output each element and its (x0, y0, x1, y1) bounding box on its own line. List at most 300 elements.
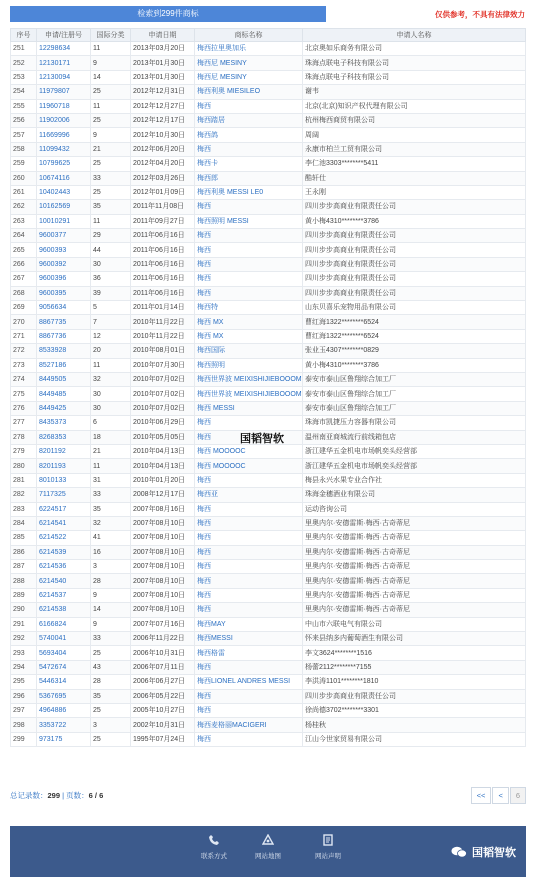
intl-class: 44 (91, 243, 131, 257)
intl-class: 12 (91, 329, 131, 343)
reg-number-link[interactable]: 6214522 (37, 531, 91, 545)
apply-date: 2006年06月27日 (131, 675, 195, 689)
mark-name-link[interactable]: 梅西 (195, 732, 303, 746)
intl-class: 35 (91, 502, 131, 516)
row-index: 285 (11, 531, 37, 545)
applicant-name: 谢韦 (303, 85, 526, 99)
reg-number-link[interactable]: 8435373 (37, 416, 91, 430)
intl-class: 41 (91, 531, 131, 545)
reg-number-link[interactable]: 8449505 (37, 372, 91, 386)
mark-name-link[interactable]: 梅西MESSI (195, 632, 303, 646)
table-row (11, 243, 526, 257)
reg-number-link[interactable]: 8201193 (37, 459, 91, 473)
table-row (11, 588, 526, 602)
intl-class: 25 (91, 85, 131, 99)
applicant-name: 曹红海1322********6524 (303, 315, 526, 329)
apply-date: 2007年08月10日 (131, 545, 195, 559)
row-index: 269 (11, 301, 37, 315)
reg-number-link[interactable]: 8867736 (37, 329, 91, 343)
mark-name-link[interactable]: 梅西拉里奥加乐 (195, 42, 303, 56)
applicant-name: 曹红海1322********6524 (303, 329, 526, 343)
mark-name-link[interactable]: 梅西 MX (195, 329, 303, 343)
reg-number-link[interactable]: 7117325 (37, 488, 91, 502)
reg-number-link[interactable]: 8201192 (37, 444, 91, 458)
intl-class: 33 (91, 488, 131, 502)
reg-number-link[interactable]: 10799625 (37, 157, 91, 171)
row-index: 262 (11, 200, 37, 214)
apply-date: 2010年01月20日 (131, 473, 195, 487)
mark-name-link[interactable]: 梅西 (195, 603, 303, 617)
applicant-name: 杭州梅西商贸有限公司 (303, 113, 526, 127)
row-index: 293 (11, 646, 37, 660)
result-count-banner: 检索到299件商标 (10, 6, 326, 22)
intl-class: 9 (91, 56, 131, 70)
mark-name-link[interactable]: 梅西世界波 MEIXISHIJIEBOOOM (195, 372, 303, 386)
apply-date: 2012年01月09日 (131, 185, 195, 199)
table-row (11, 488, 526, 502)
footer-contact-link[interactable] (194, 834, 234, 860)
applicant-name: 北京奥如乐商务有限公司 (303, 42, 526, 56)
apply-date: 2007年08月16日 (131, 502, 195, 516)
table-row (11, 56, 526, 70)
mark-name-link[interactable]: 梅西 MOOOOC (195, 444, 303, 458)
applicant-name: 李文3624********1516 (303, 646, 526, 660)
intl-class: 3 (91, 560, 131, 574)
reg-number-link[interactable]: 6166824 (37, 617, 91, 631)
reg-number-link[interactable]: 10162569 (37, 200, 91, 214)
mark-name-link[interactable]: 梅西特 (195, 301, 303, 315)
row-index: 280 (11, 459, 37, 473)
reg-number-link[interactable]: 8449425 (37, 401, 91, 415)
applicant-name: 北京(北京)知识产权代理有限公司 (303, 99, 526, 113)
phone-icon (208, 834, 220, 846)
mark-name-link[interactable]: 梅西 (195, 588, 303, 602)
table-row (11, 703, 526, 717)
mark-name-link[interactable]: 梅西 (195, 286, 303, 300)
reg-number-link[interactable]: 11099432 (37, 142, 91, 156)
first-page-button[interactable]: << (471, 787, 492, 804)
applicant-name: 里奥内尔·安德雷斯·梅西·古奇蒂尼 (303, 545, 526, 559)
intl-class: 28 (91, 675, 131, 689)
reg-number-link[interactable]: 973175 (37, 732, 91, 746)
mark-name-link[interactable]: 梅西 (195, 545, 303, 559)
apply-date: 2013年03月20日 (131, 42, 195, 56)
reg-number-link[interactable]: 10402443 (37, 185, 91, 199)
row-index: 283 (11, 502, 37, 516)
intl-class: 28 (91, 574, 131, 588)
footer-statement-link[interactable] (308, 834, 348, 860)
intl-class: 11 (91, 358, 131, 372)
applicant-name: 梅县永兴水果专业合作社 (303, 473, 526, 487)
mark-name-link[interactable]: 梅西 (195, 689, 303, 703)
table-row (11, 171, 526, 185)
apply-date: 2011年06月16日 (131, 257, 195, 271)
footer-sitemap-label: 网站地图 (255, 853, 281, 860)
reg-number-link[interactable]: 12130094 (37, 70, 91, 84)
apply-date: 2007年08月10日 (131, 603, 195, 617)
table-row (11, 42, 526, 56)
applicant-name: 永康市柏兰工贸有限公司 (303, 142, 526, 156)
mark-name-link[interactable]: 梅西 (195, 473, 303, 487)
watermark-text: 国韬智软 (240, 433, 284, 445)
reg-number-link[interactable]: 9600396 (37, 272, 91, 286)
mark-name-link[interactable]: 梅西 (195, 200, 303, 214)
table-header-row (11, 29, 526, 42)
intl-class: 25 (91, 157, 131, 171)
table-row (11, 531, 526, 545)
row-index: 254 (11, 85, 37, 99)
reg-number-link[interactable]: 6214538 (37, 603, 91, 617)
apply-date: 2005年10月27日 (131, 703, 195, 717)
applicant-name: 山东贝喜乐宠物用品有限公司 (303, 301, 526, 315)
table-row (11, 301, 526, 315)
table-row (11, 401, 526, 415)
apply-date: 2011年11月08日 (131, 200, 195, 214)
apply-date: 2013年01月30日 (131, 56, 195, 70)
reg-number-link[interactable]: 11669996 (37, 128, 91, 142)
page-count: 6 / 6 (88, 791, 104, 800)
intl-class: 14 (91, 603, 131, 617)
mark-name-link[interactable]: 梅西MAY (195, 617, 303, 631)
reg-number-link[interactable]: 12298634 (37, 42, 91, 56)
intl-class: 33 (91, 171, 131, 185)
row-index: 276 (11, 401, 37, 415)
mark-name-link[interactable]: 梅西 (195, 560, 303, 574)
footer-contact-label: 联系方式 (201, 853, 227, 860)
prev-page-button[interactable]: < (492, 787, 508, 804)
intl-class: 25 (91, 732, 131, 746)
intl-class: 9 (91, 617, 131, 631)
table-row (11, 157, 526, 171)
apply-date: 2012年12月17日 (131, 113, 195, 127)
table-row (11, 473, 526, 487)
footer-watermark (451, 844, 516, 860)
table-row (11, 113, 526, 127)
row-index: 282 (11, 488, 37, 502)
apply-date: 2010年11月22日 (131, 329, 195, 343)
intl-class: 16 (91, 545, 131, 559)
reg-number-link[interactable]: 9600392 (37, 257, 91, 271)
col-header-applicant: 申请人名称 (303, 29, 526, 42)
mark-name-link[interactable]: 梅西踏居 (195, 113, 303, 127)
mark-name-link[interactable]: 梅西尼 MESINY (195, 70, 303, 84)
apply-date: 2008年12月17日 (131, 488, 195, 502)
applicant-name: 温州南亚商城流行前线箱包店 (303, 430, 526, 444)
row-index: 261 (11, 185, 37, 199)
applicant-name: 四川步步高商业有限责任公司 (303, 286, 526, 300)
mark-name-link[interactable]: 梅西 (195, 660, 303, 674)
row-index: 284 (11, 516, 37, 530)
applicant-name: 四川步步高商业有限责任公司 (303, 200, 526, 214)
intl-class: 14 (91, 70, 131, 84)
table-row (11, 660, 526, 674)
apply-date: 2006年07月11日 (131, 660, 195, 674)
apply-date: 2007年08月10日 (131, 560, 195, 574)
applicant-name: 里奥内尔·安德雷斯·梅西·古奇蒂尼 (303, 588, 526, 602)
applicant-name: 杨桂秋 (303, 718, 526, 732)
row-index: 290 (11, 603, 37, 617)
row-index: 297 (11, 703, 37, 717)
apply-date: 2012年03月26日 (131, 171, 195, 185)
mark-name-link[interactable]: 梅西世界波 MEIXISHIJIEBOOOM (195, 387, 303, 401)
row-index: 259 (11, 157, 37, 171)
reg-number-link[interactable]: 5740041 (37, 632, 91, 646)
reg-number-link[interactable]: 8867735 (37, 315, 91, 329)
applicant-name: 里奥内尔·安德雷斯·梅西·古奇蒂尼 (303, 574, 526, 588)
apply-date: 2010年08月01日 (131, 344, 195, 358)
mark-name-link[interactable]: 梅西 (195, 703, 303, 717)
row-index: 292 (11, 632, 37, 646)
apply-date: 2002年10月31日 (131, 718, 195, 732)
mark-name-link[interactable]: 梅西卡 (195, 157, 303, 171)
mark-name-link[interactable]: 梅西尼 MESINY (195, 56, 303, 70)
applicant-name: 泰安市泰山区鲁翔综合加工厂 (303, 372, 526, 386)
apply-date: 2011年06月16日 (131, 286, 195, 300)
intl-class: 25 (91, 646, 131, 660)
table-row (11, 329, 526, 343)
disclaimer-notice: 仅供参考，不具有法律效力 (435, 10, 525, 19)
apply-date: 2012年06月20日 (131, 142, 195, 156)
reg-number-link[interactable]: 8010133 (37, 473, 91, 487)
apply-date: 2011年01月14日 (131, 301, 195, 315)
applicant-name: 黄小梅4310********3786 (303, 214, 526, 228)
applicant-name: 周阔 (303, 128, 526, 142)
row-index: 275 (11, 387, 37, 401)
intl-class: 33 (91, 632, 131, 646)
apply-date: 2010年07月02日 (131, 372, 195, 386)
reg-number-link[interactable]: 6224517 (37, 502, 91, 516)
reg-number-link[interactable]: 5693404 (37, 646, 91, 660)
apply-date: 2010年07月02日 (131, 387, 195, 401)
reg-number-link[interactable]: 4964886 (37, 703, 91, 717)
mark-name-link[interactable]: 梅西 (195, 243, 303, 257)
table-row (11, 675, 526, 689)
mark-name-link[interactable]: 梅西国际 (195, 344, 303, 358)
row-index: 281 (11, 473, 37, 487)
result-toolbar (0, 0, 535, 26)
mark-name-link[interactable]: 梅西郎 (195, 171, 303, 185)
reg-number-link[interactable]: 9600393 (37, 243, 91, 257)
current-page: 6 (510, 787, 526, 804)
total-label: 总记录数： (10, 791, 48, 800)
mark-name-link[interactable]: 梅西 (195, 516, 303, 530)
intl-class: 30 (91, 257, 131, 271)
row-index: 289 (11, 588, 37, 602)
applicant-name: 珠海市凯捷压力容器有限公司 (303, 416, 526, 430)
row-index: 278 (11, 430, 37, 444)
intl-class: 35 (91, 200, 131, 214)
reg-number-link[interactable]: 6214537 (37, 588, 91, 602)
row-index: 260 (11, 171, 37, 185)
reg-number-link[interactable]: 11902006 (37, 113, 91, 127)
row-index: 256 (11, 113, 37, 127)
applicant-name: 四川步步高商业有限责任公司 (303, 272, 526, 286)
mark-name-link[interactable]: 梅西格雷 (195, 646, 303, 660)
mark-name-link[interactable]: 梅西利奥 MESSI LE0 (195, 185, 303, 199)
reg-number-link[interactable]: 5446314 (37, 675, 91, 689)
reg-number-link[interactable]: 12130171 (37, 56, 91, 70)
applicant-name: 珠海点联电子科技有限公司 (303, 70, 526, 84)
table-row (11, 646, 526, 660)
summary-separator: | (60, 791, 67, 800)
footer-watermark-text: 国韬智软 (472, 847, 516, 859)
row-index: 277 (11, 416, 37, 430)
reg-number-link[interactable]: 11960718 (37, 99, 91, 113)
footer-sitemap-link[interactable] (248, 834, 288, 860)
mark-name-link[interactable]: 梅西LIONEL ANDRES MESSI (195, 675, 303, 689)
mark-name-link[interactable]: 梅西麦格丽MACIGERI (195, 718, 303, 732)
apply-date: 2010年05月05日 (131, 430, 195, 444)
intl-class: 9 (91, 128, 131, 142)
table-row (11, 718, 526, 732)
apply-date: 2011年09月27日 (131, 214, 195, 228)
mark-name-link[interactable]: 梅西 (195, 416, 303, 430)
table-row (11, 358, 526, 372)
reg-number-link[interactable]: 9600377 (37, 229, 91, 243)
table-row (11, 516, 526, 530)
table-row (11, 387, 526, 401)
row-index: 258 (11, 142, 37, 156)
applicant-name: 里奥内尔·安德雷斯·梅西·古奇蒂尼 (303, 531, 526, 545)
apply-date: 2007年07月16日 (131, 617, 195, 631)
table-row (11, 732, 526, 746)
col-header-index: 序号 (11, 29, 37, 42)
reg-number-link[interactable]: 10010291 (37, 214, 91, 228)
intl-class: 21 (91, 444, 131, 458)
table-row (11, 444, 526, 458)
mark-name-link[interactable]: 梅西照明 MESSI (195, 214, 303, 228)
applicant-name: 酷轩仕 (303, 171, 526, 185)
table-row (11, 632, 526, 646)
intl-class: 31 (91, 473, 131, 487)
applicant-name: 李洪涛1101********1810 (303, 675, 526, 689)
pages-label: 页数： (66, 791, 89, 800)
intl-class: 11 (91, 99, 131, 113)
mark-name-link[interactable]: 梅西鸽 (195, 128, 303, 142)
table-row (11, 70, 526, 84)
applicant-name: 珠海金穗酒业有限公司 (303, 488, 526, 502)
mark-name-link[interactable]: 梅西亚 (195, 488, 303, 502)
mark-name-link[interactable]: 梅西 (195, 272, 303, 286)
reg-number-link[interactable]: 6214541 (37, 516, 91, 530)
intl-class: 36 (91, 272, 131, 286)
intl-class: 29 (91, 229, 131, 243)
wechat-icon (451, 846, 467, 858)
apply-date: 2010年07月30日 (131, 358, 195, 372)
col-header-reg-no: 申请/注册号 (37, 29, 91, 42)
mark-name-link[interactable]: 梅西 MX (195, 315, 303, 329)
row-index: 270 (11, 315, 37, 329)
row-index: 257 (11, 128, 37, 142)
applicant-name: 四川步步高商业有限责任公司 (303, 243, 526, 257)
mark-name-link[interactable]: 梅西 (195, 430, 303, 444)
row-index: 267 (11, 272, 37, 286)
mark-name-link[interactable]: 梅西 MOOOOC (195, 459, 303, 473)
table-row (11, 372, 526, 386)
table-row (11, 229, 526, 243)
reg-number-link[interactable]: 6214539 (37, 545, 91, 559)
reg-number-link[interactable]: 5472674 (37, 660, 91, 674)
table-row (11, 257, 526, 271)
apply-date: 2010年06月29日 (131, 416, 195, 430)
site-footer (10, 826, 526, 877)
applicant-name: 珠海点联电子科技有限公司 (303, 56, 526, 70)
reg-number-link[interactable]: 8449485 (37, 387, 91, 401)
apply-date: 2012年12月27日 (131, 99, 195, 113)
intl-class: 9 (91, 588, 131, 602)
reg-number-link[interactable]: 10674116 (37, 171, 91, 185)
reg-number-link[interactable]: 3353722 (37, 718, 91, 732)
mark-name-link[interactable]: 梅西 (195, 574, 303, 588)
apply-date: 2012年10月30日 (131, 128, 195, 142)
mark-name-link[interactable]: 梅西 (195, 99, 303, 113)
mark-name-link[interactable]: 梅西 (195, 257, 303, 271)
intl-class: 6 (91, 416, 131, 430)
row-index: 295 (11, 675, 37, 689)
row-index: 296 (11, 689, 37, 703)
row-index: 291 (11, 617, 37, 631)
mark-name-link[interactable]: 梅西 (195, 502, 303, 516)
apply-date: 2011年06月16日 (131, 229, 195, 243)
applicant-name: 浙江建华五金机电市场帆奕头经营部 (303, 444, 526, 458)
table-row (11, 545, 526, 559)
reg-number-link[interactable]: 6214536 (37, 560, 91, 574)
mark-name-link[interactable]: 梅西 MESSI (195, 401, 303, 415)
mark-name-link[interactable]: 梅西 (195, 229, 303, 243)
reg-number-link[interactable]: 8527186 (37, 358, 91, 372)
total-count: 299 (47, 791, 61, 800)
col-header-class: 国际分类 (91, 29, 131, 42)
reg-number-link[interactable]: 11979807 (37, 85, 91, 99)
apply-date: 2010年04月13日 (131, 459, 195, 473)
reg-number-link[interactable]: 8268353 (37, 430, 91, 444)
row-index: 274 (11, 372, 37, 386)
apply-date: 2007年08月10日 (131, 574, 195, 588)
col-header-mark-name: 商标名称 (195, 29, 303, 42)
table-row (11, 272, 526, 286)
reg-number-link[interactable]: 5367695 (37, 689, 91, 703)
row-index: 299 (11, 732, 37, 746)
apply-date: 2007年08月10日 (131, 588, 195, 602)
intl-class: 32 (91, 372, 131, 386)
row-index: 272 (11, 344, 37, 358)
mark-name-link[interactable]: 梅西利奥 MIESILEO (195, 85, 303, 99)
applicant-name: 四川步步高商业有限责任公司 (303, 257, 526, 271)
mark-name-link[interactable]: 梅西 (195, 531, 303, 545)
table-row (11, 214, 526, 228)
reg-number-link[interactable]: 9600395 (37, 286, 91, 300)
applicant-name: 四川步步高商业有限责任公司 (303, 689, 526, 703)
pagination (470, 787, 526, 804)
row-index: 253 (11, 70, 37, 84)
mark-name-link[interactable]: 梅西 (195, 142, 303, 156)
col-header-date: 申请日期 (131, 29, 195, 42)
intl-class: 3 (91, 718, 131, 732)
row-index: 286 (11, 545, 37, 559)
applicant-name: 怀来县纳多内葡萄酒生有限公司 (303, 632, 526, 646)
reg-number-link[interactable]: 6214540 (37, 574, 91, 588)
trademark-results-table (10, 28, 526, 747)
intl-class: 7 (91, 315, 131, 329)
reg-number-link[interactable]: 9056634 (37, 301, 91, 315)
applicant-name: 中山市六联电气有限公司 (303, 617, 526, 631)
intl-class: 32 (91, 516, 131, 530)
intl-class: 30 (91, 387, 131, 401)
mark-name-link[interactable]: 梅西照明 (195, 358, 303, 372)
reg-number-link[interactable]: 8533928 (37, 344, 91, 358)
row-index: 298 (11, 718, 37, 732)
table-row (11, 85, 526, 99)
